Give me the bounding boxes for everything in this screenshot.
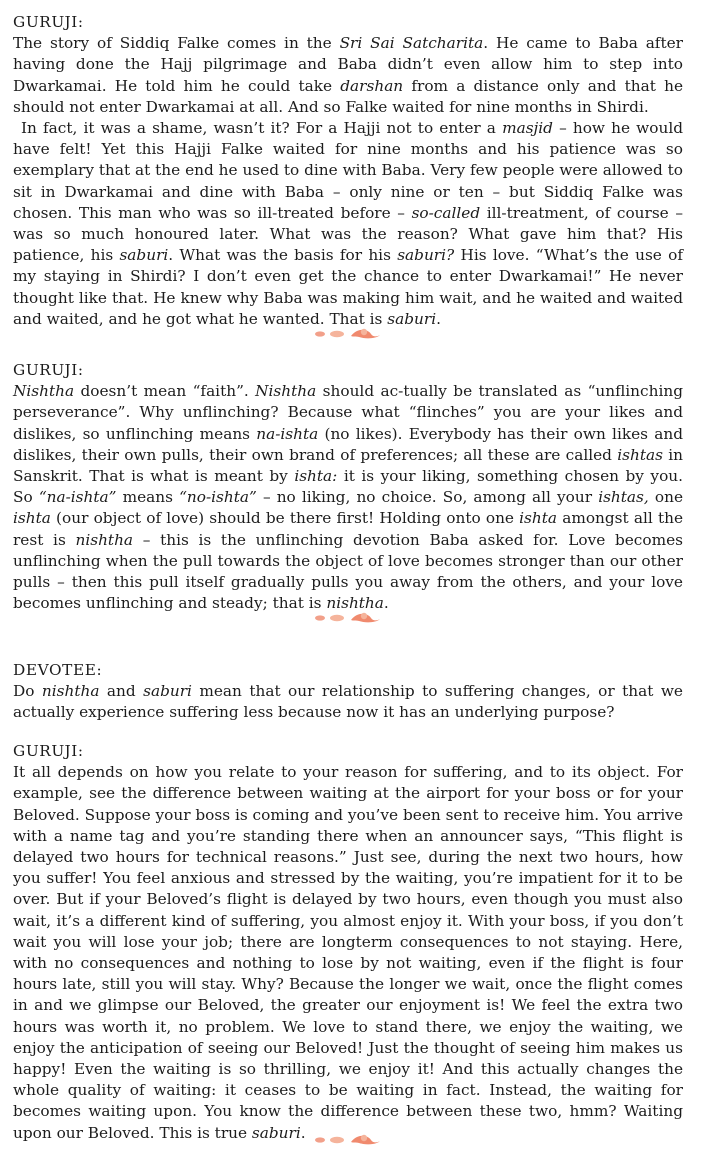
italic-term: na-ishta	[256, 424, 319, 443]
paragraph	[13, 762, 683, 1144]
italic-term: nishtha	[75, 530, 134, 549]
text-run: ill-treatment, of course – was so much honoured later. What was the reason? What gave him that? His patience, his	[13, 203, 683, 265]
text-run: Do	[13, 682, 42, 701]
italic-term: saburi	[251, 1123, 301, 1142]
paragraph	[13, 33, 683, 118]
italic-term: “na-ishta”	[38, 488, 117, 507]
italic-term: darshan	[340, 76, 404, 95]
text-run: . He came to Baba after having done the Hajj pilgrimage and Baba didn’t even allow him to step into Dwarkamai. He told him he could take	[13, 34, 683, 95]
text-run: In fact, it was a shame, wasn’t it? For a Hajji not to enter a	[21, 119, 503, 138]
section-guruji-2	[13, 360, 683, 614]
italic-term: ishtas	[617, 445, 663, 464]
text-run: The story of Siddiq Falke comes in the	[13, 34, 340, 53]
text-run: .	[383, 594, 389, 613]
speaker-label: GURUJI:	[13, 742, 84, 760]
speaker-label: DEVOTEE:	[13, 661, 103, 679]
flower-divider-ornament	[313, 326, 383, 340]
text-run: mean that our relationship to suffering changes, or that we actually experience suffering less because now it has an underlying purpose?	[13, 682, 683, 722]
italic-term: ishtas,	[598, 488, 649, 507]
flower-divider-ornament	[313, 610, 383, 624]
speaker-label: GURUJI:	[13, 13, 84, 31]
text-run: should ac-tually be translated as “unflinching perseverance”. Why unflinching? Because what “flinches” you are your likes and dislikes, so unflinching means	[13, 382, 683, 443]
text-run: doesn’t mean “faith”.	[74, 382, 256, 401]
italic-term: so-called	[411, 203, 481, 222]
italic-term: ishta	[519, 509, 558, 528]
italic-term: Nishtha	[13, 382, 75, 401]
text-run: .	[436, 309, 441, 328]
section-guruji-3	[13, 741, 683, 1144]
italic-term: saburi	[143, 682, 192, 701]
italic-term: saburi	[119, 246, 169, 265]
text-run: His love. “What’s the use of my staying in Shirdi? I don’t even get the chance to enter Dwarkamai!” He never thought like that. He knew why Baba was making him wait, and he waited and waited and waited, and he got what he wanted. That is	[13, 246, 683, 328]
italic-term: saburi?	[397, 246, 455, 265]
text-run: . What was the basis for his	[168, 246, 398, 265]
italic-term: ishta	[13, 509, 51, 528]
text-run: amongst all the rest is	[13, 509, 683, 549]
text-run: one	[648, 488, 683, 507]
paragraph	[13, 381, 683, 614]
text-run: .	[300, 1123, 306, 1142]
italic-term: ishta:	[294, 467, 338, 486]
text-run: means	[116, 488, 180, 507]
speaker-label: GURUJI:	[13, 361, 84, 379]
text-run: and	[99, 682, 144, 701]
text-run: (our object of love) should be there first! Holding onto one	[50, 509, 520, 528]
text-run: from a distance only and that he should not enter Dwarkamai at all. And so Falke waited for nine months in Shirdi.	[13, 76, 683, 116]
text-run: – no liking, no choice. So, among all your	[256, 488, 599, 507]
section-devotee	[13, 660, 683, 724]
italic-term: saburi	[387, 309, 437, 328]
paragraph	[13, 681, 683, 723]
italic-term: Nishtha	[255, 382, 317, 401]
text-run: in Sanskrit. That is what is meant by	[13, 445, 684, 486]
italic-term: nishtha	[326, 594, 384, 613]
paragraph	[13, 118, 683, 330]
text-run: It all depends on how you relate to your reason for suffering, and to its object. For example, see the difference between waiting at the airport for your boss or for your Beloved. Suppose your boss is coming and you’ve been sent to receive him. You arrive with a name tag and you’re standing there when an announcer says, “This flight is delayed two hours for technical reasons.” Just see, during the next two hours, how you suffer! You feel anxious and stressed by the waiting, you’re impatient for it to be over. But if your Beloved’s flight is delayed by two hours, even though you must also wait, it’s a different kind of suffering, you almost enjoy it. With your boss, if you don’t wait you will lose your job; there are longterm consequences to not staying. Here, with no consequences and nothing to lose by not waiting, even if the flight is four hours late, still you will stay. Why? Because the longer we wait, once the flight comes in and we glimpse our Beloved, the greater our enjoyment is! We feel the extra two hours was worth it, no problem. We love to stand there, we enjoy the waiting, we enjoy the anticipation of seeing our Beloved! Just the thought of seeing him makes us happy! Even the waiting is so thrilling, we enjoy it! And this actually changes the whole quality of waiting: it ceases to be waiting in fact. Instead, the waiting for becomes waiting upon. You know the difference between these two, hmm? Waiting upon our Beloved. This is true	[13, 763, 684, 1142]
flower-divider-ornament	[313, 1132, 383, 1146]
italic-term: masjid	[502, 119, 553, 138]
text-run: it is your liking, something chosen by you. So	[13, 467, 683, 507]
section-guruji-1	[13, 12, 683, 330]
text-run: – this is the unflinching devotion Baba asked for. Love becomes unflinching when the pull towards the object of love becomes stronger than our other pulls – then this pull itself gradually pulls you away from the others, and your love becomes unflinching and steady; that is	[13, 530, 683, 613]
italic-term: nishtha	[41, 682, 100, 701]
italic-term: Sri Sai Satcharita	[339, 34, 484, 53]
italic-term: “no-ishta”	[179, 488, 257, 507]
text-run: (no likes). Everybody has their own likes and dislikes, their own pulls, their own brand of preferences; all these are called	[13, 424, 683, 464]
text-run: – how he would have felt! Yet this Hajji Falke waited for nine months and his patience was so exemplary that at the end he used to dine with Baba. Very few people were allowed to sit in Dwarkamai and dine with Baba – only nine or ten – but Siddiq Falke was chosen. This man who was so ill-treated before –	[13, 119, 683, 222]
